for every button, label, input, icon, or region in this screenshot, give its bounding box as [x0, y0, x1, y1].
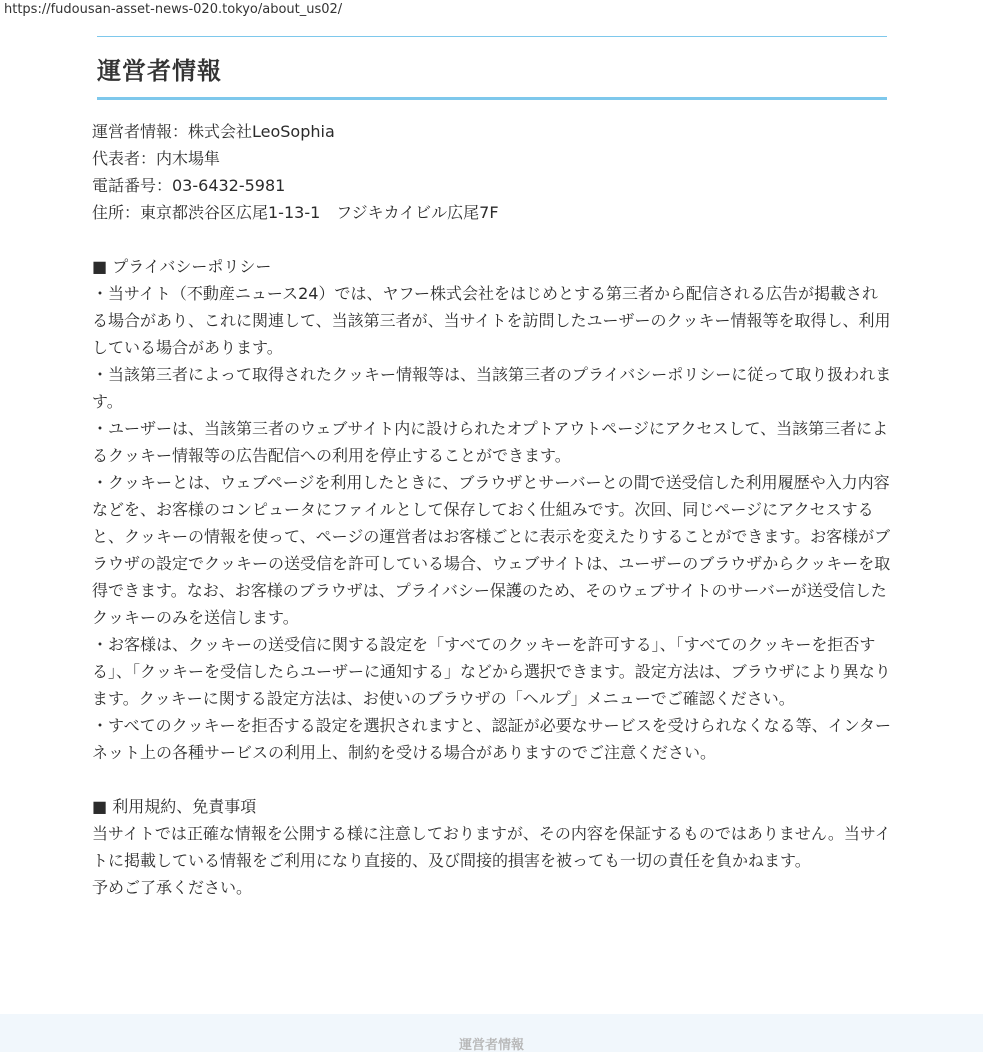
footer-link-about[interactable]: 運営者情報 — [458, 1038, 524, 1052]
title-box — [97, 36, 887, 100]
page-title: 運営者情報 — [97, 57, 222, 85]
privacy-paragraph: ・当該第三者によって取得されたクッキー情報等は、当該第三者のプライバシーポリシーに従って取り扱われます。 — [92, 365, 892, 411]
privacy-paragraph: ・お客様は、クッキーの送受信に関する設定を「すべてのクッキーを許可する」、「すべてのクッキーを拒否する」、「クッキーを受信したらユーザーに通知する」などから選択できます。設定方法は、ブラウザにより異なります。クッキーに関する設定方法は、お使いのブラウザの「ヘルプ」メニューでご確認ください。 — [92, 635, 891, 708]
operator-phone: 電話番号：03-6432-5981 — [92, 176, 286, 195]
page-url: https://fudousan-asset-news-020.tokyo/about_us02/ — [4, 2, 343, 17]
privacy-heading: ■ プライバシーポリシー — [92, 257, 272, 276]
operator-address: 住所：東京都渋谷区広尾1-13-1 フジキカイビル広尾7F — [92, 203, 499, 222]
terms-heading: ■ 利用規約、免責事項 — [92, 797, 257, 816]
operator-representative: 代表者：内木場隼 — [92, 149, 221, 168]
privacy-paragraph: ・当サイト（不動産ニュース24）では、ヤフー株式会社をはじめとする第三者から配信される広告が掲載される場合があり、これに関連して、当該第三者が、当サイトを訪問したユーザーのクッキー情報等を取得し、利用している場合があります。 — [92, 284, 891, 357]
privacy-paragraph: ・ユーザーは、当該第三者のウェブサイト内に設けられたオプトアウトページにアクセスして、当該第三者によるクッキー情報等の広告配信への利用を停止することができます。 — [92, 419, 889, 465]
spacer — [92, 766, 892, 793]
footer — [0, 1014, 983, 1052]
spacer — [92, 226, 892, 253]
privacy-paragraph: ・クッキーとは、ウェブページを利用したときに、ブラウザとサーバーとの間で送受信した利用履歴や入力内容などを、お客様のコンピュータにファイルとして保存しておく仕組みです。次回、同じページにアクセスすると、クッキーの情報を使って、ページの運営者はお客様ごとに表示を変えたりすることができます。お客様がブラウザの設定でクッキーの送受信を許可している場合、ウェブサイトは、ユーザーのブラウザからクッキーを取得できます。なお、お客様のブラウザは、プライバシー保護のため、そのウェブサイトのサーバーが送受信したクッキーのみを送信します。 — [92, 473, 891, 627]
terms-paragraph: 予めご了承ください。 — [92, 878, 253, 897]
privacy-paragraph: ・すべてのクッキーを拒否する設定を選択されますと、認証が必要なサービスを受けられなくなる等、インターネット上の各種サービスの利用上、制約を受ける場合がありますのでご注意ください。 — [92, 716, 892, 762]
terms-paragraph: 当サイトでは正確な情報を公開する様に注意しておりますが、その内容を保証するものではありません。当サイトに掲載している情報をご利用になり直接的、及び間接的損害を被っても一切の責任を負かねます。 — [92, 824, 891, 870]
main-content — [92, 118, 892, 901]
operator-company: 運営者情報：株式会社LeoSophia — [92, 122, 335, 141]
